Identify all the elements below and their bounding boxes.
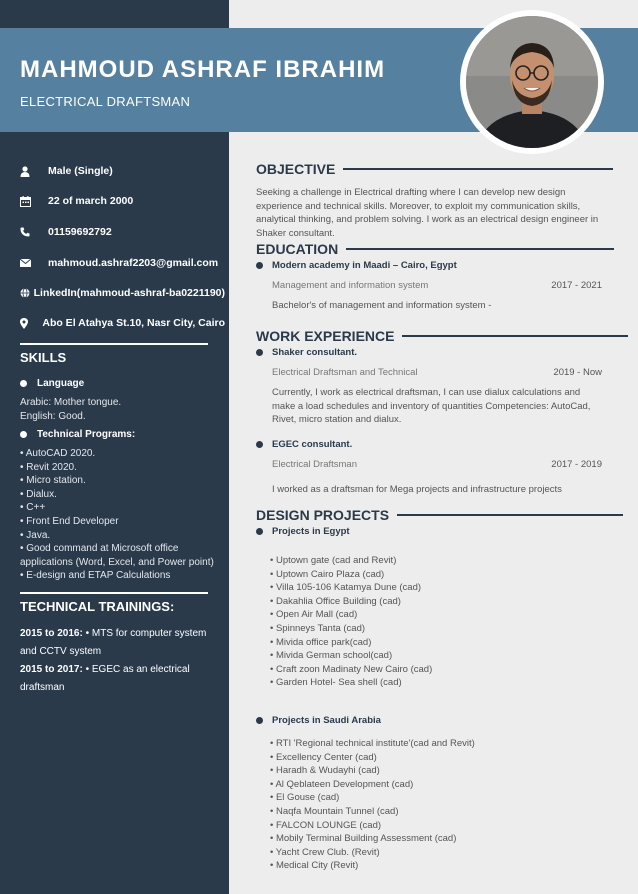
contact-birthdate: [20, 191, 225, 211]
contact-text: Abo El Atahya St.10, Nasr City, Cairo: [42, 317, 225, 329]
education-heading: EDUCATION: [256, 241, 614, 257]
bullet-icon: [256, 441, 263, 448]
program-item: • Micro station.: [20, 475, 86, 487]
skills-title: SKILLS: [20, 350, 67, 365]
projects-egypt-title: Projects in Egypt: [256, 526, 350, 537]
program-item: • AutoCAD 2020.: [20, 448, 96, 459]
training-period: 2015 to 2017:: [20, 664, 83, 675]
candidate-name: MAHMOUD ASHRAF IBRAHIM: [20, 56, 386, 83]
education-program: Management and information system: [272, 280, 429, 291]
projects-saudi-list: [270, 737, 475, 873]
job-description: Currently, I work as electrical draftsman, I can use dialux calculations and make a load schedules and inventory of quantities Competencies: AutoCad, Rivet, micro station and dialux.: [272, 387, 591, 426]
language-item: English: Good.: [20, 410, 86, 422]
user-icon: [20, 166, 30, 177]
list-item: • Dakahlia Office Building (cad): [270, 595, 401, 607]
training-item: [20, 661, 215, 697]
program-item: • Front End Developer: [20, 515, 119, 527]
program-item: • Java.: [20, 529, 51, 541]
job-company: Shaker consultant.: [256, 347, 357, 358]
education-program-row: [272, 280, 602, 291]
calendar-icon: [20, 196, 31, 207]
education-dates: 2017 - 2021: [551, 280, 602, 291]
bullet-icon: [20, 431, 27, 438]
job-position-row: [272, 367, 602, 378]
list-item: • RTI 'Regional technical institute'(cad and Revit): [270, 738, 475, 749]
list-item: • El Gouse (cad): [270, 792, 340, 804]
list-item: • Open Air Mall (cad): [270, 609, 358, 621]
job-dates: 2019 - Now: [553, 367, 602, 378]
bullet-icon: [256, 262, 263, 269]
list-item: • Al Qeblateen Development (cad): [270, 778, 414, 790]
training-period: 2015 to 2016:: [20, 628, 83, 639]
projects-egypt-list: [270, 554, 432, 690]
section-rule: [346, 248, 614, 250]
design-heading: DESIGN PROJECTS: [256, 507, 623, 523]
list-item: • Spinneys Tanta (cad): [270, 622, 366, 634]
envelope-icon: [20, 259, 31, 267]
list-item: • FALCON LOUNGE (cad): [270, 819, 382, 831]
sidebar-divider: [20, 343, 208, 345]
section-rule: [397, 514, 623, 516]
language-subtitle: Language: [20, 378, 84, 389]
contact-phone[interactable]: [20, 222, 225, 242]
profile-photo: [466, 16, 598, 148]
projects-saudi-title: Projects in Saudi Arabia: [256, 715, 381, 726]
list-item: • Excellency Center (cad): [270, 751, 377, 763]
program-item: • Revit 2020.: [20, 461, 77, 473]
list-item: • Naqfa Mountain Tunnel (cad): [270, 805, 399, 817]
contact-text: Male (Single): [48, 165, 113, 177]
contact-text: LinkedIn(mahmoud-ashraf-ba0221190): [33, 287, 225, 299]
job-description: I worked as a draftsman for Mega projects and infrastructure projects: [272, 484, 562, 495]
contact-address: [20, 313, 225, 333]
contact-text: 22 of march 2000: [48, 195, 134, 207]
bullet-icon: [256, 528, 263, 535]
list-item: • Mivida office park(cad): [270, 636, 372, 648]
list-item: • Uptown gate (cad and Revit): [270, 555, 397, 566]
globe-icon: [20, 288, 30, 298]
program-item: • C++: [20, 502, 46, 514]
job-position: Electrical Draftsman and Technical: [272, 367, 418, 378]
training-text: • EGEC as an electrical draftsman: [20, 664, 190, 693]
languages-list: [20, 396, 121, 423]
training-item: [20, 625, 215, 661]
trainings-title: TECHNICAL TRAININGS:: [20, 599, 175, 614]
objective-heading: OBJECTIVE: [256, 161, 613, 177]
education-school: Modern academy in Maadi – Cairo, Egypt: [256, 260, 457, 271]
list-item: • Villa 105-106 Katamya Dune (cad): [270, 582, 422, 594]
list-item: • Haradh & Wudayhi (cad): [270, 765, 380, 777]
education-degree: Bachelor's of management and information system -: [272, 300, 492, 311]
list-item: • Mivida German school(cad): [270, 650, 393, 662]
bullet-icon: [256, 349, 263, 356]
location-pin-icon: [20, 318, 28, 329]
bullet-icon: [20, 380, 27, 387]
program-item: • E-design and ETAP Calculations: [20, 570, 171, 582]
program-item: • Dialux.: [20, 488, 57, 500]
programs-subtitle: Technical Programs:: [20, 429, 135, 440]
list-item: • Mobily Terminal Building Assessment (cad): [270, 833, 457, 845]
training-text: • MTS for computer system and CCTV system: [20, 628, 207, 657]
job-dates: 2017 - 2019: [551, 459, 602, 470]
candidate-role: ELECTRICAL DRAFTSMAN: [20, 94, 191, 109]
phone-icon: [20, 227, 30, 237]
list-item: • Yacht Crew Club. (Revit): [270, 846, 380, 858]
list-item: • Uptown Cairo Plaza (cad): [270, 568, 385, 580]
list-item: • Craft zoon Madinaty New Cairo (cad): [270, 663, 433, 675]
list-item: • Medical City (Revit): [270, 860, 359, 872]
bullet-icon: [256, 717, 263, 724]
section-rule: [402, 335, 628, 337]
contact-text: 01159692792: [48, 226, 112, 238]
section-rule: [343, 168, 613, 170]
job-company: EGEC consultant.: [256, 439, 352, 450]
contact-gender: [20, 161, 225, 181]
language-item: Arabic: Mother tongue.: [20, 397, 122, 408]
work-heading: WORK EXPERIENCE: [256, 328, 628, 344]
sidebar-divider: [20, 592, 208, 594]
program-item: applications (Word, Excel, and Power point): [20, 556, 214, 568]
job-position: Electrical Draftsman: [272, 459, 357, 470]
programs-list: [20, 447, 214, 583]
contact-linkedin[interactable]: [20, 283, 225, 303]
program-item: • Good command at Microsoft office: [20, 543, 179, 555]
job-position-row: [272, 459, 602, 470]
contact-email[interactable]: [20, 253, 225, 273]
list-item: • Garden Hotel- Sea shell (cad): [270, 677, 402, 689]
objective-text: Seeking a challenge in Electrical drafting where I can develop new design experience and technical skills. Moreover, to exploit my communication skills, analytical thinking, and problem solving. I work as an electrical design engineer in Shaker consultant.: [256, 187, 599, 239]
contact-text: mahmoud.ashraf2203@gmail.com: [48, 257, 219, 269]
